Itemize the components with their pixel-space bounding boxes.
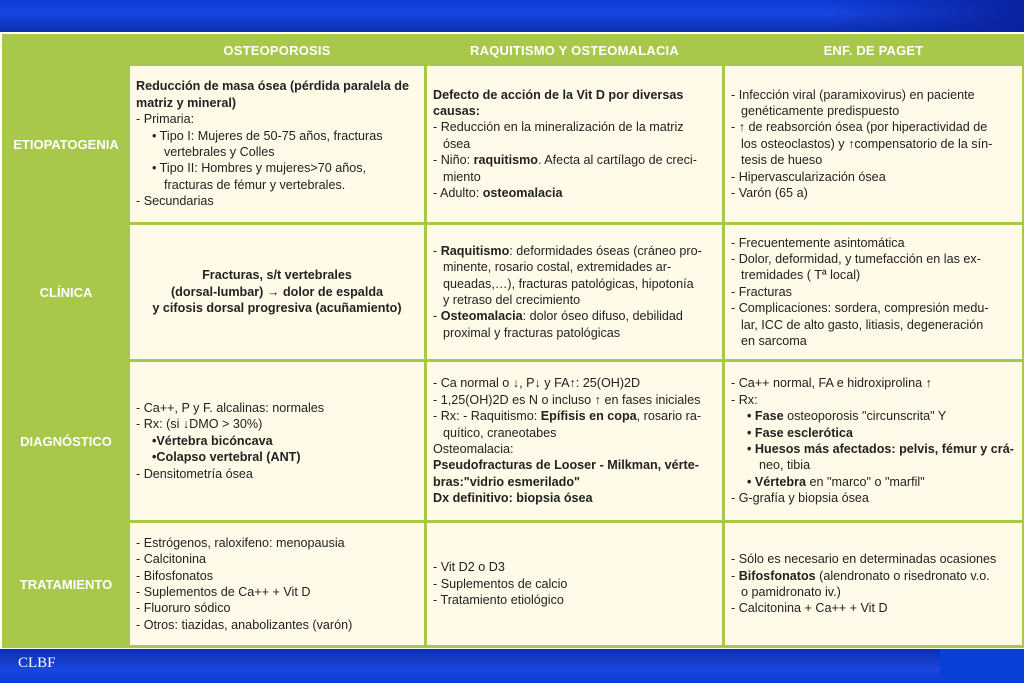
corner-header: [5, 37, 127, 63]
text-fragment: Osteomalacia: [440, 309, 523, 324]
text-line: - Dolor, deformidad, y tumefacción en las ex-: [731, 251, 981, 266]
text-line: minente, rosario costal, extremidades ar-: [443, 260, 672, 275]
text-line: - Ca++ normal, FA e hidroxiprolina ↑: [731, 376, 932, 391]
text-fragment: -: [731, 568, 739, 583]
text-fragment: • Fase: [747, 409, 784, 424]
text-line: • Huesos más afectados: pelvis, fémur y crá-: [747, 442, 1014, 456]
text-fragment: - Rx: - Raquitismo:: [433, 409, 541, 424]
text-line: •Colapso vertebral (ANT): [152, 450, 301, 465]
text-line: - Varón (65 a): [731, 186, 808, 201]
text-line: - Densitometría ósea: [136, 466, 253, 481]
text-line: matriz y mineral): [136, 95, 237, 110]
text-line: bras:"vidrio esmerilado": [433, 474, 581, 489]
bottom-banner: [0, 649, 1024, 683]
cell-diag-osteoporosis: [130, 362, 424, 520]
text-line: - 1,25(OH)2D es N o incluso ↑ en fases iniciales: [433, 392, 701, 407]
text-line: Defecto de acción de la Vit D por diversas causas:: [433, 87, 684, 118]
text-fragment: - Niño:: [433, 153, 474, 168]
text-line: [433, 308, 716, 324]
text-line: miento: [443, 169, 481, 184]
comparison-table: [2, 34, 1024, 648]
text-fragment: , rosario ra-: [636, 409, 702, 424]
text-fragment: . Afecta al cartílago de creci-: [537, 153, 697, 168]
text-fragment: (alendronato o risedronato v.o.: [815, 568, 990, 583]
text-line: - Reducción en la mineralización de la matriz: [433, 120, 684, 135]
row-diagnostico: [5, 362, 1022, 520]
row-tratamiento: [5, 523, 1022, 645]
text-fragment: osteomalacia: [482, 186, 563, 201]
text-line: - Rx:: [731, 392, 758, 407]
text-line: - Primaria:: [136, 112, 195, 127]
text-fragment: - Adulto:: [433, 186, 483, 201]
text-line: - ↑ de reabsorción ósea (por hiperactividad de: [731, 120, 988, 135]
text-line: Fracturas, s/t vertebrales: [202, 268, 352, 283]
text-line: - Fracturas: [731, 284, 792, 299]
text-line: - Complicaciones: sordera, compresión medu-: [731, 301, 989, 316]
top-banner-accent: [824, 0, 1024, 32]
text-fragment: raquitismo: [473, 153, 538, 168]
text-line: - Suplementos de Ca++ + Vit D: [136, 585, 311, 599]
text-line: - Secundarias: [136, 194, 214, 209]
text-line: - G-grafía y biopsia ósea: [731, 491, 869, 506]
text-line: - Bifosfonatos: [136, 568, 214, 583]
text-line: tremidades ( Tª local): [741, 268, 861, 283]
text-line: - Vit D2 o D3: [433, 560, 505, 575]
text-fragment: osteoporosis "circunscrita" Y: [783, 409, 947, 424]
text-line: - Calcitonina + Ca++ + Vit D: [731, 601, 888, 616]
cell-etio-raquitismo: [427, 66, 722, 222]
text-line: • Tipo II: Hombres y mujeres>70 años,: [152, 161, 367, 176]
text-line: y retraso del crecimiento: [443, 293, 581, 307]
row-label-clinica: CLÍNICA: [5, 225, 127, 359]
text-line: Dx definitivo: biopsia ósea: [433, 491, 593, 506]
row-clinica: [5, 225, 1022, 359]
cell-clin-raquitismo: [427, 225, 722, 359]
text-line: - Ca++, P y F. alcalinas: normales: [136, 400, 325, 415]
cell-diag-raquitismo: [427, 362, 722, 520]
cell-trat-raquitismo: [427, 523, 722, 645]
text-line: - Suplementos de calcio: [433, 576, 568, 591]
text-line: neo, tibia: [759, 458, 811, 473]
text-line: [731, 408, 1016, 424]
text-line: Reducción de masa ósea (pérdida paralela de: [136, 79, 409, 94]
text-line: proximal y fracturas patológicas: [443, 325, 621, 340]
text-fragment: • Vértebra: [747, 474, 807, 489]
text-line: fracturas de fémur y vertebrales.: [164, 177, 346, 192]
header-row: [5, 37, 1022, 63]
cell-trat-paget: [725, 523, 1022, 645]
text-line: queadas,…), fracturas patológicas, hipotonía: [443, 276, 694, 291]
text-fragment: : deformidades óseas (cráneo pro-: [509, 243, 702, 258]
text-line: - Frecuentemente asintomática: [731, 235, 905, 250]
text-line: • Tipo I: Mujeres de 50-75 años, fracturas: [152, 128, 383, 143]
text-line: - Rx: (si ↓DMO > 30%): [136, 417, 263, 432]
cell-etio-osteoporosis: [130, 66, 424, 222]
text-line: los osteoclastos) y ↑compensatorio de la sín-: [741, 136, 993, 151]
text-line: lar, ICC de alto gasto, litiasis, degeneración: [741, 317, 984, 332]
cell-clin-osteoporosis: [130, 225, 424, 359]
text-line: [433, 152, 716, 168]
text-line: - Ca normal o ↓, P↓ y FA↑: 25(OH)2D: [433, 376, 641, 391]
text-line: - Otros: tiazidas, anabolizantes (varón): [136, 617, 353, 632]
text-line: vertebrales y Colles: [164, 145, 275, 159]
footer-label: CLBF: [18, 655, 56, 671]
cell-diag-paget: [725, 362, 1022, 520]
bottom-banner-corner: [940, 649, 1024, 683]
col-header-paget: ENF. DE PAGET: [725, 37, 1022, 63]
text-line: [433, 185, 716, 201]
col-header-osteoporosis: OSTEOPOROSIS: [130, 37, 424, 63]
text-line: • Fase esclerótica: [747, 425, 853, 440]
text-line: - Hipervascularización ósea: [731, 169, 886, 184]
text-line: [433, 408, 716, 424]
text-line: - Fluoruro sódico: [136, 601, 231, 616]
cell-etio-paget: [725, 66, 1022, 222]
row-etiopatogenia: [5, 66, 1022, 222]
text-line: ósea: [443, 136, 471, 151]
text-fragment: -: [433, 243, 441, 258]
text-line: - Tratamiento etiológico: [433, 593, 564, 608]
text-fragment: Raquitismo: [440, 243, 510, 258]
text-line: genéticamente predispuesto: [741, 103, 900, 118]
text-line: en sarcoma: [741, 334, 807, 349]
top-banner: [0, 0, 1024, 32]
text-line: - Sólo es necesario en determinadas ocasiones: [731, 552, 997, 567]
col-header-raquitismo: RAQUITISMO Y OSTEOMALACIA: [427, 37, 722, 63]
row-label-etiopatogenia: ETIOPATOGENIA: [5, 66, 127, 222]
text-fragment: Epífisis en copa: [540, 409, 637, 424]
text-line: quítico, craneotabes: [443, 425, 557, 440]
text-line: tesis de hueso: [741, 153, 823, 168]
text-line: o pamidronato iv.): [741, 585, 841, 599]
text-line: •Vértebra bicóncava: [152, 433, 273, 448]
text-line: [433, 243, 716, 259]
text-line: - Calcitonina: [136, 552, 206, 567]
text-fragment: Bifosfonatos: [738, 568, 816, 583]
text-line: Osteomalacia:: [433, 442, 514, 456]
text-line: [731, 568, 1016, 584]
text-line: (dorsal-lumbar) → dolor de espalda: [170, 284, 384, 299]
text-line: [731, 474, 1016, 490]
text-line: - Infección viral (paramixovirus) en paciente: [731, 87, 975, 102]
text-fragment: en "marco" o "marfil": [806, 474, 925, 489]
cell-clin-paget: [725, 225, 1022, 359]
cell-trat-osteoporosis: [130, 523, 424, 645]
text-fragment: -: [433, 309, 441, 324]
text-line: y cifosis dorsal progresiva (acuñamiento): [152, 301, 402, 316]
row-label-diagnostico: DIAGNÓSTICO: [5, 362, 127, 520]
slide-content: [0, 32, 1024, 649]
row-label-tratamiento: TRATAMIENTO: [5, 523, 127, 645]
text-line: - Estrógenos, raloxifeno: menopausia: [136, 535, 345, 550]
text-fragment: : dolor óseo difuso, debilidad: [522, 309, 683, 324]
text-line: Pseudofracturas de Looser - Milkman, vérte-: [433, 458, 699, 473]
